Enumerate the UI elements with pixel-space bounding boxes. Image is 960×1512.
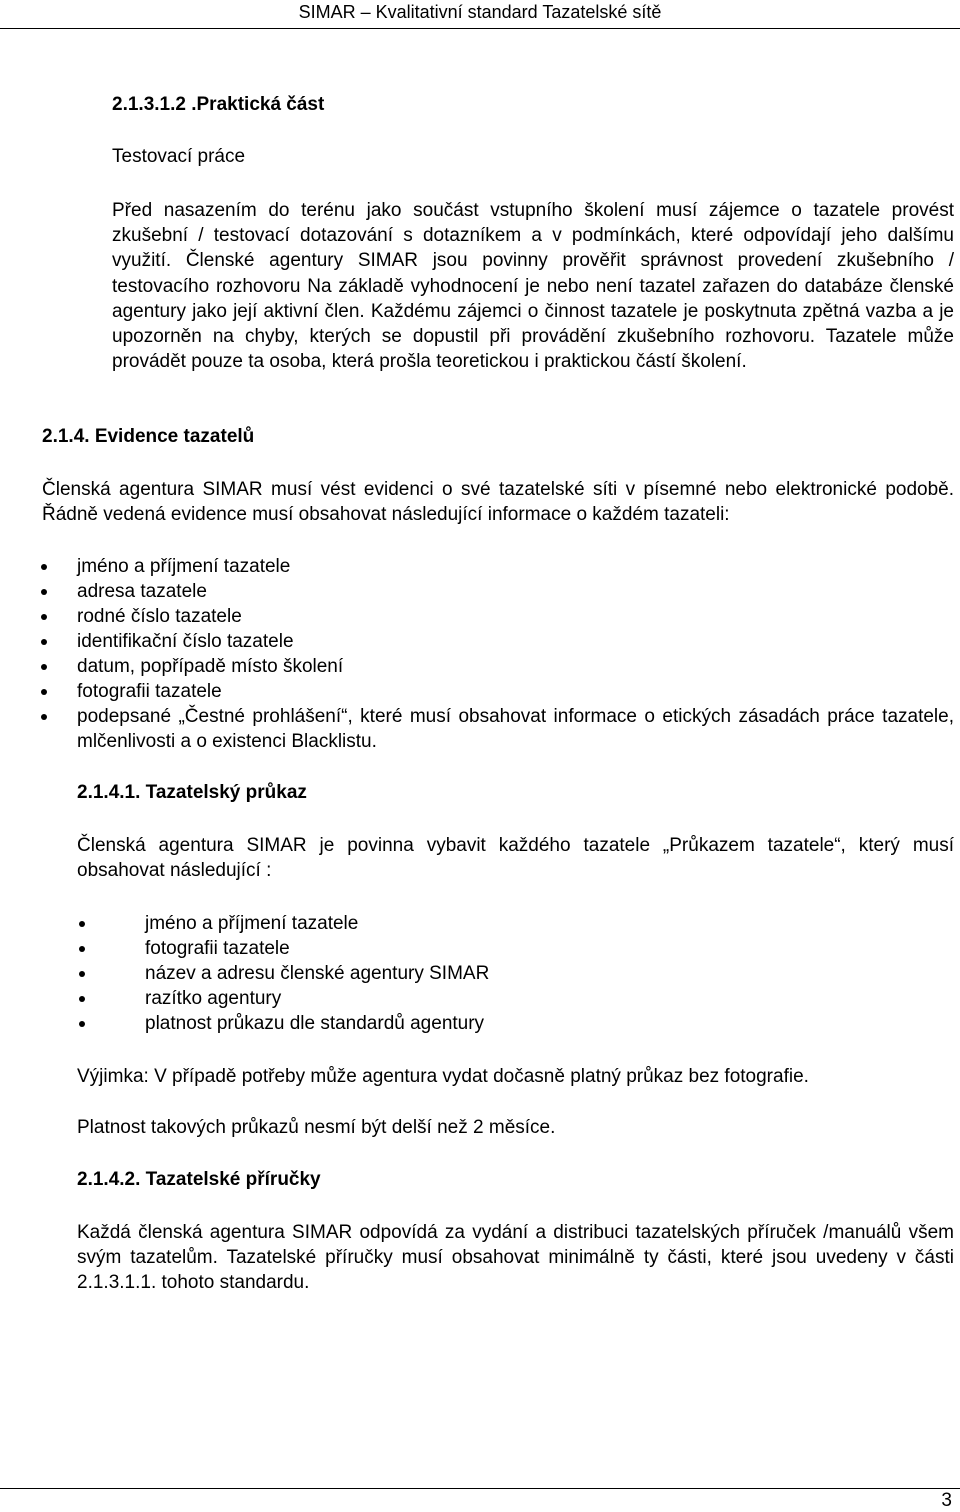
list-item: fotografii tazatele: [77, 679, 954, 704]
exception-note: Výjimka: V případě potřeby může agentura vydat dočasně platný průkaz bez fotografie.: [77, 1066, 809, 1087]
list-item: jméno a příjmení tazatele: [145, 911, 954, 936]
bullet-icon: [41, 589, 47, 595]
section-heading-practical: 2.1.3.1.2 .Praktická část: [112, 94, 325, 115]
list-item: podepsané „Čestné prohlášení“, které musí obsahovat informace o etických zásadách práce tazatele, mlčenlivosti a o existenci Blacklistu.: [77, 704, 954, 754]
bullet-icon: [79, 921, 85, 927]
bullet-icon: [79, 946, 85, 952]
bullet-icon: [41, 714, 47, 720]
bullet-icon: [41, 564, 47, 570]
bullet-icon: [41, 664, 47, 670]
bullet-icon: [41, 689, 47, 695]
evidence-list: [77, 554, 954, 754]
paragraph-evidence: Členská agentura SIMAR musí vést evidenci o své tazatelské síti v písemné nebo elektronické podobě. Řádně vedená evidence musí obsahovat následující informace o každém tazateli:: [42, 479, 954, 526]
list-item: adresa tazatele: [77, 579, 954, 604]
list-item: rodné číslo tazatele: [77, 604, 954, 629]
footer-divider: [0, 1488, 960, 1489]
validity-note: Platnost takových průkazů nesmí být delší než 2 měsíce.: [77, 1117, 556, 1138]
list-item: identifikační číslo tazatele: [77, 629, 954, 654]
bullet-icon: [79, 971, 85, 977]
bullet-icon: [41, 614, 47, 620]
paragraph-manuals: Každá členská agentura SIMAR odpovídá za vydání a distribuci tazatelských příruček /manuálů všem svým tazatelům. Tazatelské příručky musí obsahovat minimálně ty části, které jsou uvedeny v části 2.1.3.1.1. tohoto standardu.: [77, 1222, 954, 1294]
bullet-icon: [79, 996, 85, 1002]
list-item: jméno a příjmení tazatele: [77, 554, 954, 579]
card-list: [145, 911, 954, 1036]
page-header: SIMAR – Kvalitativní standard Tazatelské sítě: [298, 2, 662, 22]
list-item: platnost průkazu dle standardů agentury: [145, 1011, 954, 1036]
bullet-icon: [41, 639, 47, 645]
subheading-testing: Testovací práce: [112, 146, 246, 167]
list-item: fotografii tazatele: [145, 936, 954, 961]
page-number: 3: [941, 1490, 952, 1511]
section-heading-card: 2.1.4.1. Tazatelský průkaz: [77, 782, 307, 803]
bullet-icon: [79, 1021, 85, 1027]
paragraph-practical: Před nasazením do terénu jako součást vstupního školení musí zájemce o tazatele provést zkušební / testovací dotazování s dotazníkem a v podmínkách, které odpovídají jeho dalšímu využití. Členské agentury SIMAR jsou povinny prověřit správnost provedení zkušebního / testovacího rozhovoru Na základě vyhodnocení je nebo není tazatel zařazen do databáze členské agentury jako její aktivní člen. Každému zájemci o činnost tazatele je poskytnuta zpětná vazba a je upozorněn na chyby, kterých se dopustil při provádění zkušebního rozhovoru. Tazatele může provádět pouze ta osoba, která prošla teoretickou i praktickou částí školení.: [112, 200, 954, 373]
paragraph-card: Členská agentura SIMAR je povinna vybavit každého tazatele „Průkazem tazatele“, který musí obsahovat následující :: [77, 835, 954, 882]
section-heading-manuals: 2.1.4.2. Tazatelské příručky: [77, 1169, 321, 1190]
list-item: datum, popřípadě místo školení: [77, 654, 954, 679]
header-divider: [0, 28, 960, 29]
list-item: název a adresu členské agentury SIMAR: [145, 961, 954, 986]
list-item: razítko agentury: [145, 986, 954, 1011]
section-heading-evidence: 2.1.4. Evidence tazatelů: [42, 426, 255, 447]
